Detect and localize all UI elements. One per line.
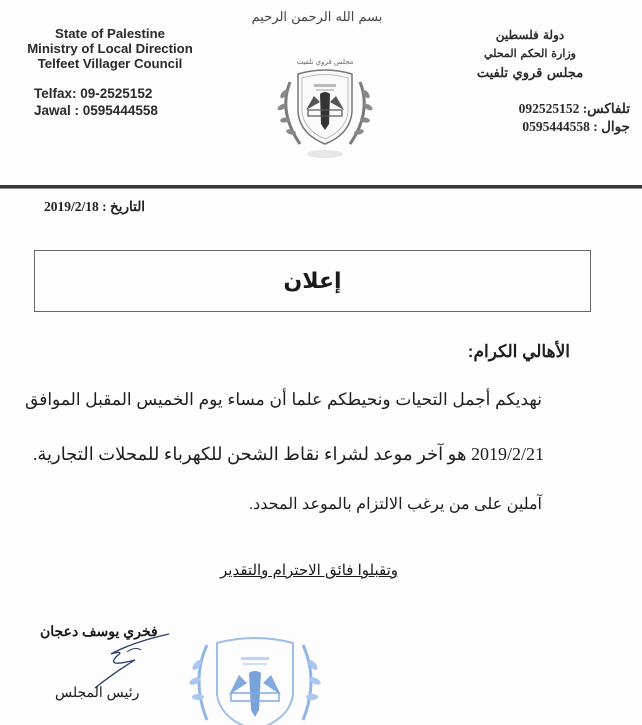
council-emblem-icon: [270, 52, 380, 162]
council-stamp-icon: [185, 625, 325, 725]
signer-title: رئيس المجلس: [55, 684, 140, 700]
arabic-council-line: مجلس قروي تلفيت: [476, 66, 584, 81]
logo-caption: مجلس قروي تلفيت: [296, 58, 354, 66]
english-council-line: Telfeet Villager Council: [37, 56, 183, 71]
english-telfax: Telfax: 09-2525152: [34, 86, 153, 101]
date-value: 2019/2/18: [44, 199, 99, 214]
announcement-title: إعلان: [283, 268, 342, 294]
date-label: التاريخ :: [98, 199, 146, 214]
closing-line: وتقبلوا فائق الاحترام والتقدير: [220, 562, 399, 579]
arabic-ministry-line: وزارة الحكم المحلي: [484, 47, 576, 60]
arabic-letterhead: [430, 26, 630, 84]
header-divider: [0, 185, 642, 189]
arabic-state-line: دولة فلسطين: [495, 28, 565, 42]
body-line-1: نهديكم أجمل التحيات ونحيطكم علما أن مساء يوم الخميس المقبل الموافق: [25, 390, 542, 409]
handwritten-signature-icon: [35, 632, 175, 692]
english-contact: [34, 85, 158, 119]
greeting: الأهالي الكرام:: [467, 342, 570, 361]
arabic-jawal: جوال : 0595444558: [522, 119, 630, 134]
english-jawal: Jawal : 0595444558: [34, 103, 158, 118]
body-line-2: 2019/2/21 هو آخر موعد لشراء نقاط الشحن للكهرباء للمحلات التجارية.: [32, 444, 544, 464]
announcement-title-box: [34, 250, 591, 312]
english-ministry-line: Ministry of Local Direction: [27, 41, 193, 56]
deadline-date: 2019/2/21: [470, 444, 544, 464]
english-state-line: State of Palestine: [55, 26, 165, 41]
arabic-telfax: تلفاكس: 092525152: [518, 101, 630, 116]
english-letterhead: [0, 26, 220, 71]
document-date: [44, 199, 145, 215]
basmala: بسم الله الرحمن الرحيم: [251, 10, 383, 25]
arabic-contact: [519, 100, 630, 136]
signer-name: فخري يوسف دعجان: [40, 623, 158, 639]
body-line-3: آملين على من يرغب الالتزام بالموعد المحدد.: [248, 496, 542, 513]
